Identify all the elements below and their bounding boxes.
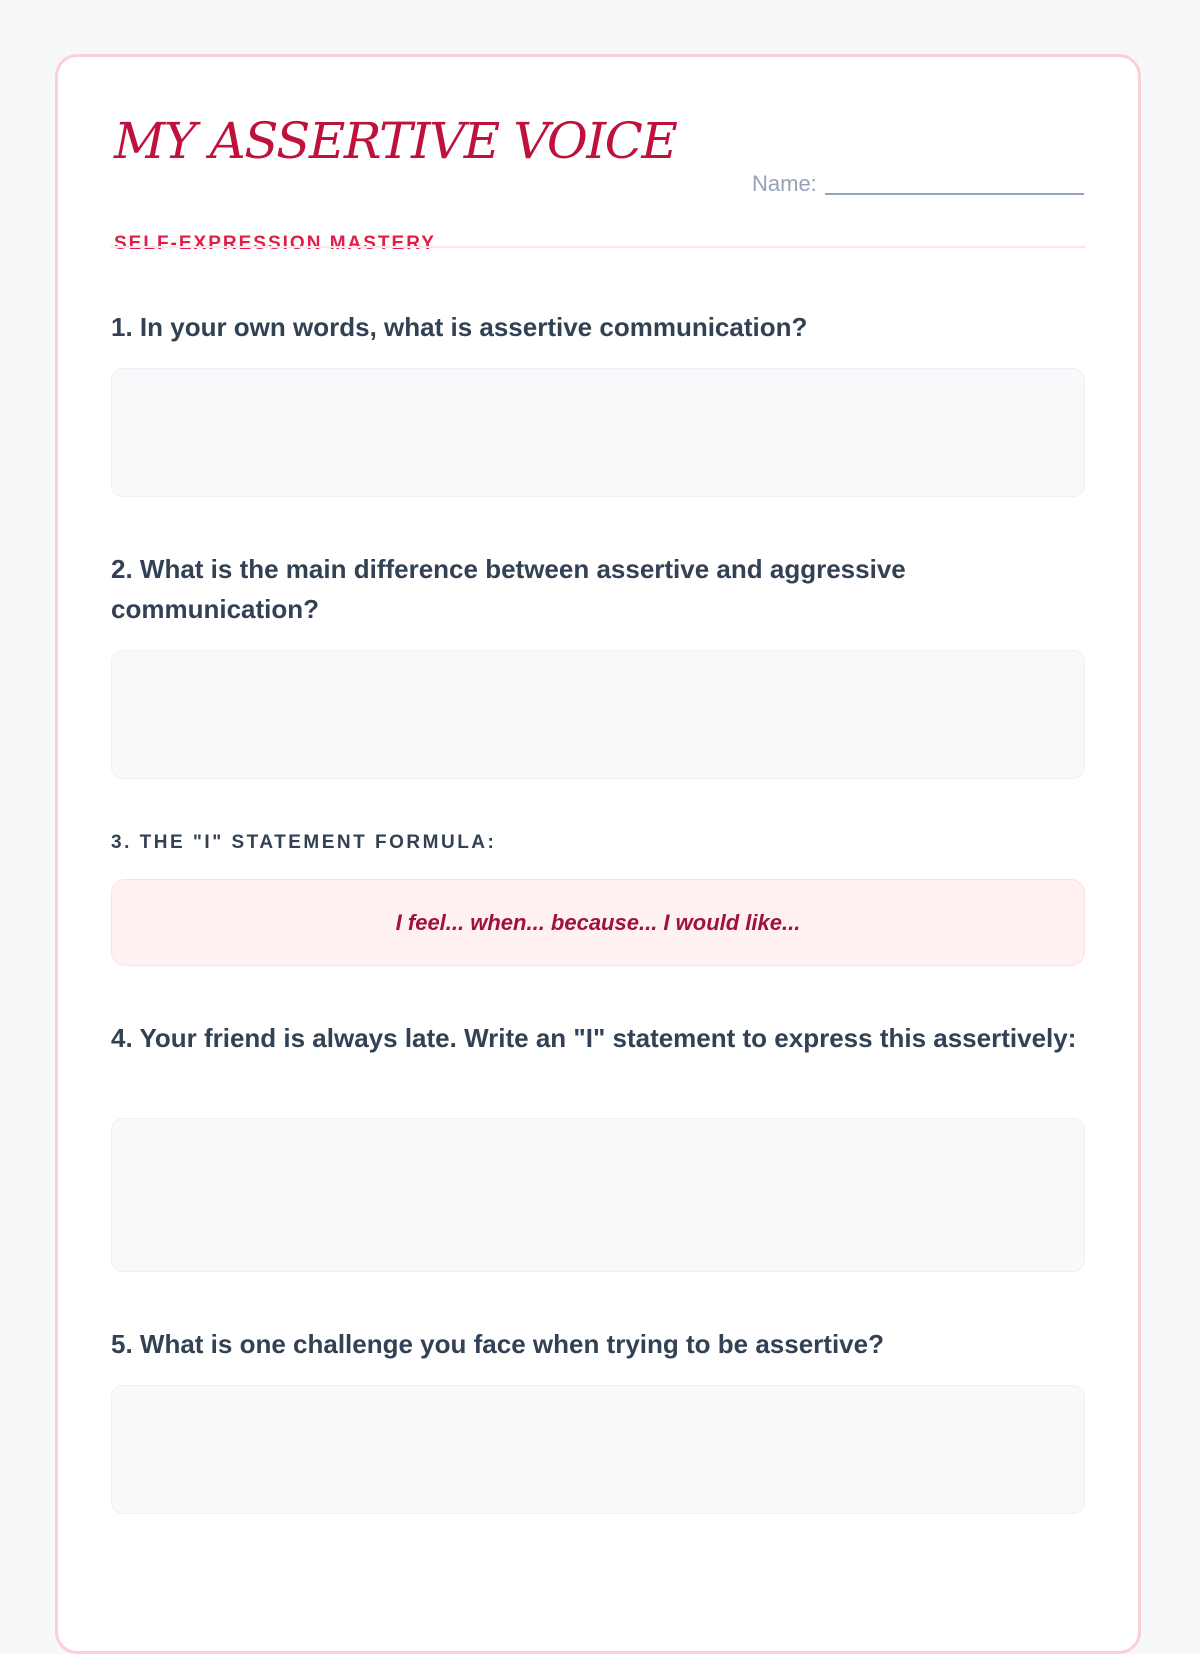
name-field[interactable] xyxy=(752,169,1084,197)
question-2-label: 2. What is the main difference between assertive and aggressive communication? xyxy=(111,554,906,624)
name-label: Name: xyxy=(752,171,817,196)
worksheet-title: MY ASSERTIVE VOICE xyxy=(114,112,677,170)
name-input-line[interactable] xyxy=(825,171,1084,195)
worksheet-header xyxy=(114,112,1084,254)
worksheet-subtitle: SELF-EXPRESSION MASTERY xyxy=(114,233,436,254)
question-5-label: 5. What is one challenge you face when trying to be assertive? xyxy=(111,1329,884,1359)
question-1-label: 1. In your own words, what is assertive communication? xyxy=(111,312,808,342)
question-2-answer-box[interactable] xyxy=(111,650,1085,779)
i-statement-formula: I feel... when... because... I would like... xyxy=(111,879,1085,966)
question-4-answer-box[interactable] xyxy=(111,1118,1085,1272)
question-4-label: 4. Your friend is always late. Write an "I" statement to express this assertively: xyxy=(111,1023,1077,1053)
question-3-label: 3. THE "I" STATEMENT FORMULA: xyxy=(111,832,497,853)
worksheet-card xyxy=(55,54,1141,1654)
question-5-answer-box[interactable] xyxy=(111,1385,1085,1514)
header-divider xyxy=(111,246,1085,248)
question-1-answer-box[interactable] xyxy=(111,368,1085,497)
